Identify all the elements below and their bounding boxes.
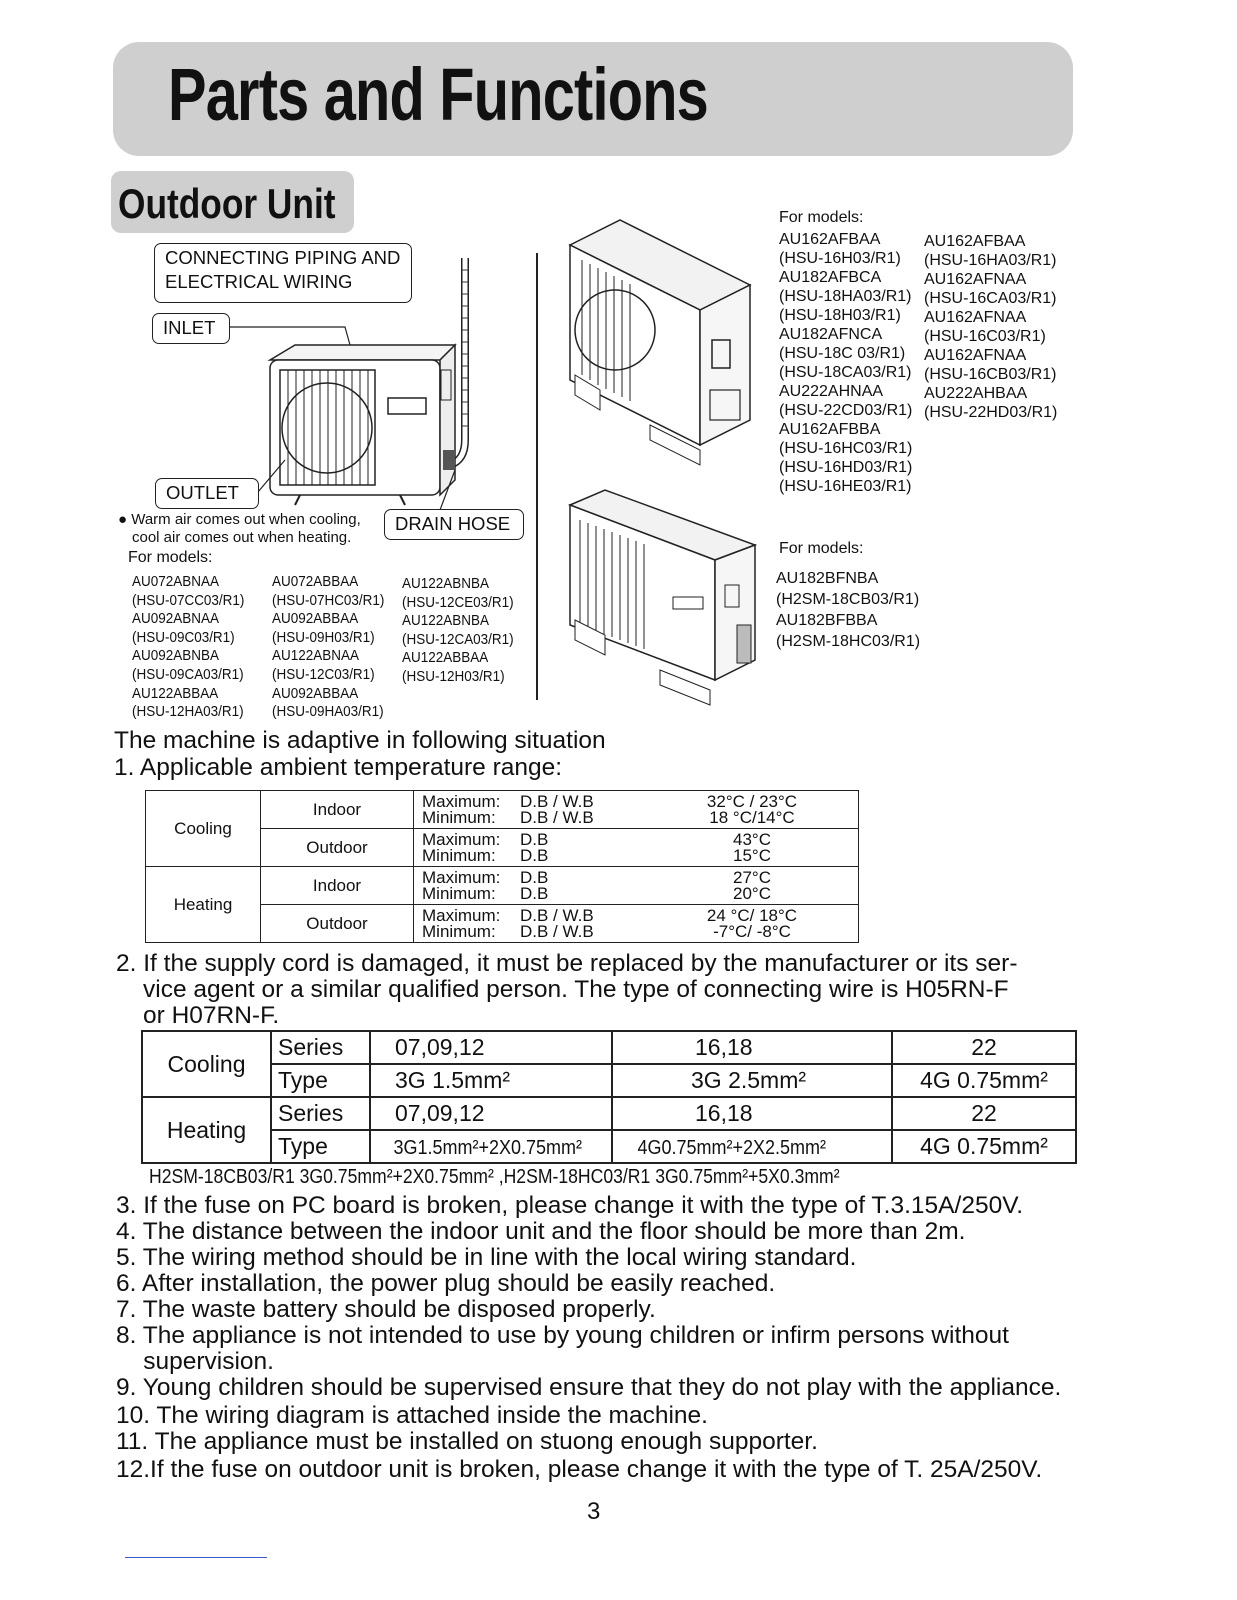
temp-mode-heating: Heating [146,867,261,943]
temp-cond: Maximum: D.B / W.B 24 °C/ 18°C Minimum: D.B / W.B -7°C/ -8°C [414,905,859,943]
wire-attr: Series [271,1031,370,1064]
item2-line1: 2. If the supply cord is damaged, it must be replaced by the manufacturer or its ser- [116,950,1018,977]
temp-cond: Maximum: D.B 27°C Minimum: D.B 20°C [414,867,859,905]
wire-cell: 4G 0.75mm² [892,1130,1076,1163]
intro-line1: The machine is adaptive in following situation [114,727,606,754]
temperature-range-table [145,790,859,943]
wire-cell: 07,09,12 [370,1031,612,1064]
temp-cond: Maximum: D.B 43°C Minimum: D.B 15°C [414,829,859,867]
callout-inlet: INLET [152,313,230,344]
item-8-cont: supervision. [116,1348,274,1375]
item2-line2: vice agent or a similar qualified person. The type of connecting wire is H05RN-F [143,976,1009,1003]
item-6: 6. After installation, the power plug should be easily reached. [116,1270,776,1297]
page-title: Parts and Functions [168,53,709,136]
callout-outlet: OUTLET [155,478,259,509]
models-left-col3: AU122ABNBA (HSU-12CE03/R1) AU122ABNBA (HSU-12CA03/R1) AU122ABBAA (HSU-12H03/R1) [402,576,514,685]
wire-cell: 4G 0.75mm² [892,1064,1076,1097]
temp-loc: Outdoor [261,905,414,943]
wire-mode-cooling: Cooling [142,1031,271,1097]
models-br-col1: AU182BFNBA (H2SM-18CB03/R1) AU182BFBBA (H2SM-18HC03/R1) [776,570,921,650]
callout-drain-hose: DRAIN HOSE [384,509,524,540]
wire-cell: 22 [892,1097,1076,1130]
wire-cell: 4G0.75mm²+2X2.5mm² [612,1130,892,1163]
models-left-label: For models: [128,549,213,566]
wire-cell: 07,09,12 [370,1097,612,1130]
wire-attr: Type [271,1064,370,1097]
wire-attr: Type [271,1130,370,1163]
outdoor-unit-illustration-small [565,485,765,710]
item-12: 12.If the fuse on outdoor unit is broken, please change it with the type of T. 25A/250V. [116,1456,1043,1483]
item-8: 8. The appliance is not intended to use by young children or infirm persons without [116,1322,1009,1349]
callout-piping [154,243,412,303]
item-10: 10. The wiring diagram is attached inside the machine. [116,1402,708,1429]
wire-cell: 22 [892,1031,1076,1064]
item-7: 7. The waste battery should be disposed properly. [116,1296,656,1323]
footer-rule [125,1557,267,1558]
item-4: 4. The distance between the indoor unit and the floor should be more than 2m. [116,1218,966,1245]
item-11: 11. The appliance must be installed on stuong enough supporter. [116,1428,818,1455]
item2-line3: or H07RN-F. [143,1002,280,1029]
wire-cell: 16,18 [612,1097,892,1130]
models-br-label: For models: [779,540,864,557]
models-tr-col1: AU162AFBAA (HSU-16H03/R1) AU182AFBCA (HSU-18HA03/R1) (HSU-18H03/R1) AU182AFNCA (HSU-18C 03/R1) (HSU-18CA03/R1) AU222AHNAA (HSU-22CD03/R1) AU162AFBBA (HSU-16HC03/R1) (HSU-16HD03/R1) (HSU-16HE03/R1) [779,231,913,495]
airflow-note [118,511,361,547]
wire-type-table [141,1030,1077,1164]
note-line1: Warm air comes out when cooling, [131,511,361,528]
outdoor-unit-illustration-large [560,215,760,475]
temp-cond: Maximum: D.B / W.B 32°C / 23°C Minimum: D.B / W.B 18 °C/14°C [414,791,859,829]
wire-attr: Series [271,1097,370,1130]
models-left-col1: AU072ABNAA (HSU-07CC03/R1) AU092ABNAA (HSU-09C03/R1) AU092ABNBA (HSU-09CA03/R1) AU122ABBAA (HSU-12HA03/R1) [132,574,245,721]
temp-mode-cooling: Cooling [146,791,261,867]
models-tr-label: For models: [779,209,864,226]
intro-line2: 1. Applicable ambient temperature range: [114,754,563,781]
models-left-col2: AU072ABBAA (HSU-07HC03/R1) AU092ABBAA (HSU-09H03/R1) AU122ABNAA (HSU-12C03/R1) AU092ABBAA (HSU-09HA03/R1) [272,574,385,721]
wire-cell: 3G 2.5mm² [612,1064,892,1097]
item-3: 3. If the fuse on PC board is broken, please change it with the type of T.3.15A/250V. [116,1192,1024,1219]
wire-note: H2SM-18CB03/R1 3G0.75mm²+2X0.75mm² ,H2SM-18HC03/R1 3G0.75mm²+5X0.3mm² [149,1166,840,1188]
callout-piping-line1: CONNECTING PIPING AND [165,247,401,268]
temp-loc: Outdoor [261,829,414,867]
page-number: 3 [587,1498,601,1525]
temp-loc: Indoor [261,867,414,905]
section-title: Outdoor Unit [118,180,336,227]
item-5: 5. The wiring method should be in line with the local wiring standard. [116,1244,857,1271]
wire-cell: 3G 1.5mm² [370,1064,612,1097]
wire-cell: 16,18 [612,1031,892,1064]
wire-mode-heating: Heating [142,1097,271,1163]
callout-piping-line2: ELECTRICAL WIRING [165,271,353,292]
bullet-icon: ● [118,511,128,528]
wire-cell: 3G1.5mm²+2X0.75mm² [370,1130,612,1163]
models-tr-col2: AU162AFBAA (HSU-16HA03/R1) AU162AFNAA (HSU-16CA03/R1) AU162AFNAA (HSU-16C03/R1) AU162AFNAA (HSU-16CB03/R1) AU222AHBAA (HSU-22HD03/R1) [924,233,1058,421]
item-9: 9. Young children should be supervised ensure that they do not play with the appliance. [116,1374,1062,1401]
note-line2: cool air comes out when heating. [132,529,352,546]
temp-loc: Indoor [261,791,414,829]
